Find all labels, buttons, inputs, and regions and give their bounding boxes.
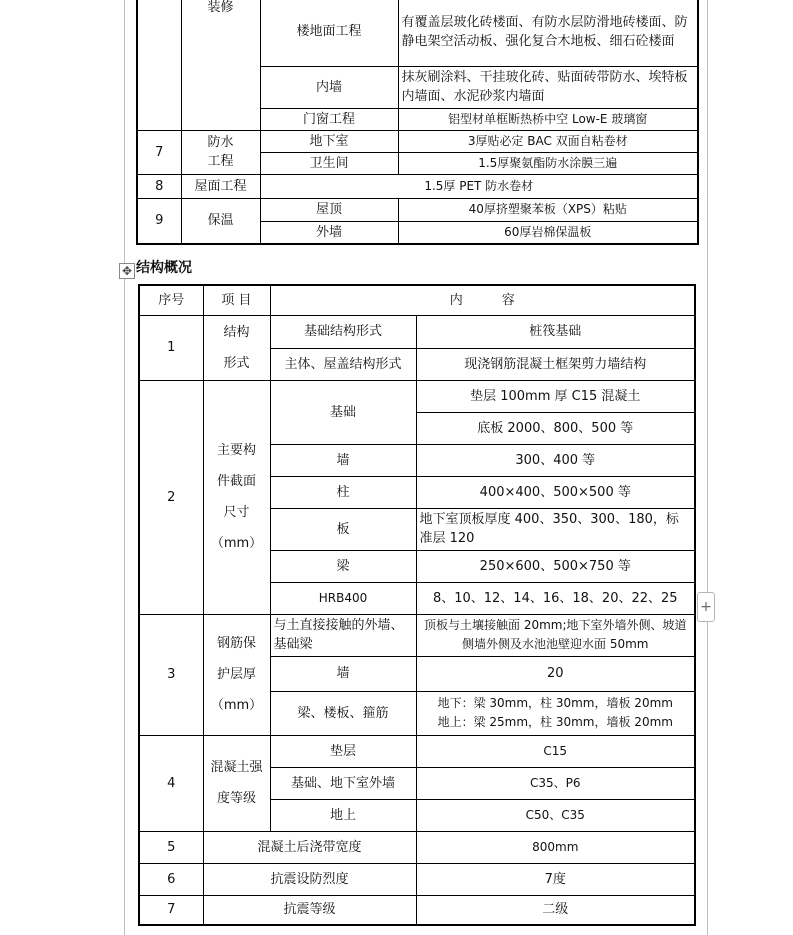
item-cell — [203, 735, 270, 831]
content-cell: 40厚挤塑聚苯板（XPS）粘贴 — [398, 198, 698, 221]
table-row — [139, 895, 695, 925]
label-cell: 抗震设防烈度 — [203, 863, 416, 895]
label-cell: 柱 — [270, 476, 416, 508]
item-line: 尺寸 — [223, 505, 250, 520]
value-cell: C35、P6 — [416, 767, 695, 799]
item-cell — [203, 380, 270, 614]
label-cell: 梁 — [270, 550, 416, 582]
row-number-cell: 2 — [139, 380, 203, 614]
page-right-edge — [707, 0, 708, 935]
table-row — [137, 130, 698, 152]
item-cell: 门窗工程 — [260, 108, 398, 130]
table-row — [139, 831, 695, 863]
row-number-cell: 1 — [139, 315, 203, 380]
label-cell: 梁、楼板、箍筋 — [270, 691, 416, 735]
value-cell: 8、10、12、14、16、18、20、22、25 — [416, 582, 695, 614]
structure-table — [138, 284, 696, 926]
value-cell: 800mm — [416, 831, 695, 863]
label-cell: 基础结构形式 — [270, 315, 416, 348]
value-cell: 桩筏基础 — [416, 315, 695, 348]
content-cell: 1.5厚聚氨酯防水涂膜三遍 — [398, 152, 698, 174]
row-number-cell: 7 — [139, 895, 203, 925]
table-row — [137, 198, 698, 221]
row-number-cell: 6 — [139, 863, 203, 895]
category-cell — [181, 130, 260, 174]
item-line: 护层厚 — [216, 667, 256, 682]
value-cell: 地下室顶板厚度 400、350、300、180，标准层 120 — [416, 508, 695, 550]
label-cell: 地上 — [270, 799, 416, 831]
label-cell: 主体、屋盖结构形式 — [270, 348, 416, 380]
category-cell: 保温 — [181, 198, 260, 244]
item-line: 度等级 — [216, 791, 256, 806]
value-cell: 顶板与土壤接触面 20mm;地下室外墙外侧、坡道侧墙外侧及水池池壁迎水面 50mm — [416, 614, 695, 656]
table-row — [139, 315, 695, 348]
item-line: （mm） — [210, 536, 263, 551]
content-cell: 60厚岩棉保温板 — [398, 221, 698, 244]
header-no: 序号 — [139, 285, 203, 315]
item-line: （mm） — [210, 698, 263, 713]
value-cell: 20 — [416, 656, 695, 691]
item-cell: 楼地面工程 — [260, 0, 398, 66]
value-cell: 底板 2000、800、500 等 — [416, 412, 695, 444]
table-row — [139, 735, 695, 767]
value-cell: 现浇钢筋混凝土框架剪力墙结构 — [416, 348, 695, 380]
value-cell: C15 — [416, 735, 695, 767]
label-cell: 基础 — [270, 380, 416, 444]
value-cell: 垫层 100mm 厚 C15 混凝土 — [416, 380, 695, 412]
item-cell: 卫生间 — [260, 152, 398, 174]
table-row — [137, 174, 698, 198]
label-cell: 基础、地下室外墙 — [270, 767, 416, 799]
category-cell: 装修 — [181, 0, 260, 130]
content-cell: 抹灰刷涂料、干挂玻化砖、贴面砖带防水、埃特板内墙面、水泥砂浆内墙面 — [398, 66, 698, 108]
content-cell: 有覆盖层玻化砖楼面、有防水层防滑地砖楼面、防静电架空活动板、强化复合木地板、细石砼楼面 — [398, 0, 698, 66]
item-line: 混凝土强 — [210, 760, 263, 775]
item-line: 结构 — [223, 324, 250, 340]
row-number-cell: 9 — [137, 198, 181, 244]
item-line: 钢筋保 — [216, 636, 256, 651]
header-item: 项 目 — [203, 285, 270, 315]
content-cell: 1.5厚 PET 防水卷材 — [260, 174, 698, 198]
table-row — [139, 863, 695, 895]
label-cell: 墙 — [270, 444, 416, 476]
item-line: 形式 — [223, 355, 250, 371]
table-row — [137, 0, 698, 66]
table-move-handle[interactable]: ✥ — [119, 263, 135, 279]
page-left-edge — [124, 0, 125, 935]
row-number-cell: 4 — [139, 735, 203, 831]
label-cell: 板 — [270, 508, 416, 550]
row-number-cell: 5 — [139, 831, 203, 863]
item-line: 主要构 — [216, 443, 256, 458]
item-cell: 屋顶 — [260, 198, 398, 221]
row-number-cell: 7 — [137, 130, 181, 174]
value-line: 地下：梁 30mm，柱 30mm，墙板 20mm — [437, 696, 673, 710]
value-line: 地上：梁 25mm，柱 30mm，墙板 20mm — [437, 715, 673, 729]
value-cell: 300、400 等 — [416, 444, 695, 476]
table-header-row — [139, 285, 695, 315]
header-content: 内 容 — [270, 285, 695, 315]
value-cell — [416, 691, 695, 735]
table-row — [139, 380, 695, 412]
category-line: 工程 — [207, 154, 234, 169]
value-cell: C50、C35 — [416, 799, 695, 831]
category-cell: 屋面工程 — [181, 174, 260, 198]
finishes-table — [136, 0, 699, 245]
row-number-cell: 8 — [137, 174, 181, 198]
label-cell: 垫层 — [270, 735, 416, 767]
item-cell — [203, 315, 270, 380]
row-number-cell: 3 — [139, 614, 203, 735]
label-cell: 与土直接接触的外墙、基础梁 — [270, 614, 416, 656]
item-cell: 外墙 — [260, 221, 398, 244]
content-cell: 铝型材单框断热桥中空 Low-E 玻璃窗 — [398, 108, 698, 130]
item-cell: 内墙 — [260, 66, 398, 108]
item-cell — [203, 614, 270, 735]
label-cell: HRB400 — [270, 582, 416, 614]
content-cell: 3厚贴必定 BAC 双面自粘卷材 — [398, 130, 698, 152]
value-cell: 7度 — [416, 863, 695, 895]
item-line: 件截面 — [216, 474, 256, 489]
row-number-cell — [137, 0, 181, 130]
value-cell: 400×400、500×500 等 — [416, 476, 695, 508]
label-cell: 混凝土后浇带宽度 — [203, 831, 416, 863]
label-cell: 墙 — [270, 656, 416, 691]
section-heading: 结构概况 — [136, 260, 192, 276]
add-row-button[interactable]: + — [697, 592, 715, 622]
label-cell: 抗震等级 — [203, 895, 416, 925]
table-row — [139, 614, 695, 656]
category-line: 防水 — [207, 135, 234, 150]
value-cell: 250×600、500×750 等 — [416, 550, 695, 582]
value-cell: 二级 — [416, 895, 695, 925]
item-cell: 地下室 — [260, 130, 398, 152]
